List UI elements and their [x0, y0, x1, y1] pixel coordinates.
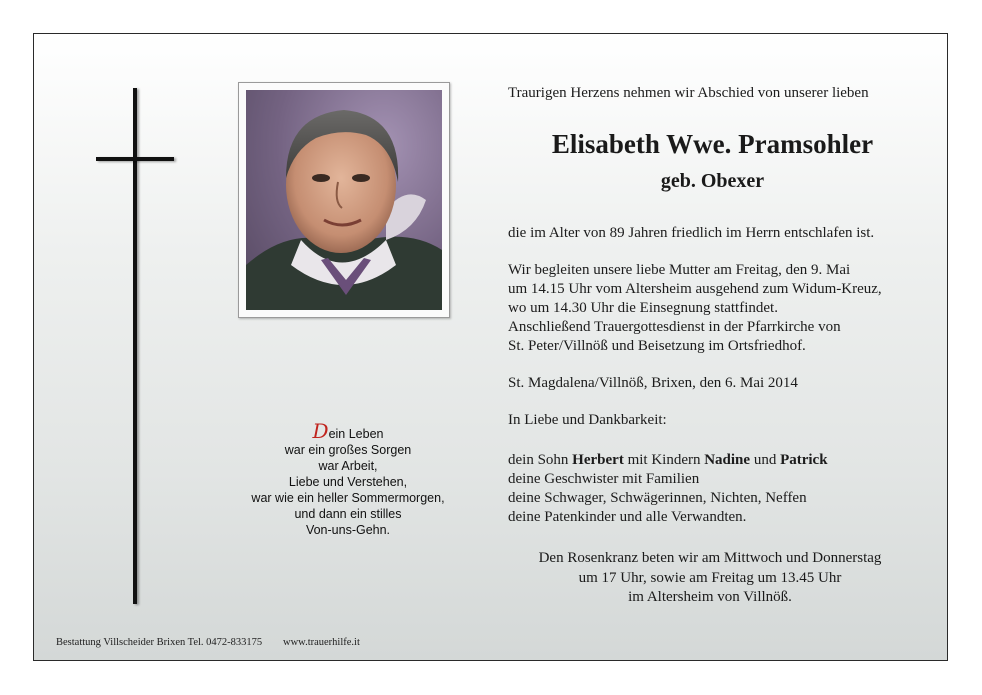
- poem-line: war Arbeit,: [318, 459, 378, 473]
- poem-line: und dann ein stilles: [294, 507, 402, 521]
- rosary-notice: [490, 549, 930, 608]
- portrait-photo: [246, 90, 442, 310]
- poem-line: Von-uns-Gehn.: [305, 523, 391, 537]
- place-date: St. Magdalena/Villnöß, Brixen, den 6. Mai 2014: [508, 375, 798, 391]
- poem-line: war ein großes Sorgen: [284, 443, 412, 457]
- poem-first-line: Dein Leben: [312, 419, 384, 443]
- undertaker-info: Bestattung Villscheider Brixen Tel. 0472-833175: [56, 637, 263, 648]
- ceremony-line: Wir begleiten unsere liebe Mutter am Freitag, den 9. Mai: [508, 262, 851, 278]
- memorial-poem: [228, 419, 468, 538]
- rosary-line: um 17 Uhr, sowie am Freitag um 13.45 Uhr: [578, 569, 842, 586]
- family-line: deine Patenkinder und alle Verwandten.: [508, 509, 747, 525]
- family-line: deine Geschwister mit Familien: [508, 471, 700, 487]
- intro-line: Traurigen Herzens nehmen wir Abschied von unserer lieben: [508, 85, 869, 101]
- ceremony-line: St. Peter/Villnöß und Beisetzung im Ortsfriedhof.: [508, 338, 806, 354]
- family-line: deine Schwager, Schwägerinnen, Nichten, Neffen: [508, 490, 807, 506]
- website-link[interactable]: www.trauerhilfe.it: [283, 637, 360, 648]
- grandchild-name: Nadine: [704, 452, 751, 468]
- grandchild-name: Patrick: [780, 452, 828, 468]
- son-name: Herbert: [572, 452, 624, 468]
- ceremony-line: Anschließend Trauergottesdienst in der Pfarrkirche von: [508, 319, 841, 335]
- cross-vertical-beam: [133, 88, 137, 604]
- poem-dropcap: D: [312, 419, 329, 443]
- cross-horizontal-beam: [96, 157, 174, 161]
- rosary-line: im Altersheim von Villnöß.: [628, 589, 792, 605]
- ceremony-line: wo um 14.30 Uhr die Einsegnung stattfindet.: [508, 300, 778, 316]
- age-line: die im Alter von 89 Jahren friedlich im Herrn entschlafen ist.: [508, 225, 875, 241]
- love-line: In Liebe und Dankbarkeit:: [508, 412, 667, 428]
- portrait-frame: [238, 82, 450, 318]
- birth-name: geb. Obexer: [660, 170, 765, 192]
- portrait-illustration: [246, 90, 442, 310]
- family-line-son: dein Sohn Herbert mit Kindern Nadine und Patrick: [508, 452, 828, 468]
- deceased-name: Elisabeth Wwe. Pramsohler: [551, 129, 874, 159]
- rosary-line: Den Rosenkranz beten wir am Mittwoch und Donnerstag: [538, 550, 882, 566]
- ceremony-line: um 14.15 Uhr vom Altersheim ausgehend zum Widum-Kreuz,: [508, 281, 882, 297]
- poem-line: Liebe und Verstehen,: [288, 475, 408, 489]
- poem-line: war wie ein heller Sommermorgen,: [251, 491, 445, 505]
